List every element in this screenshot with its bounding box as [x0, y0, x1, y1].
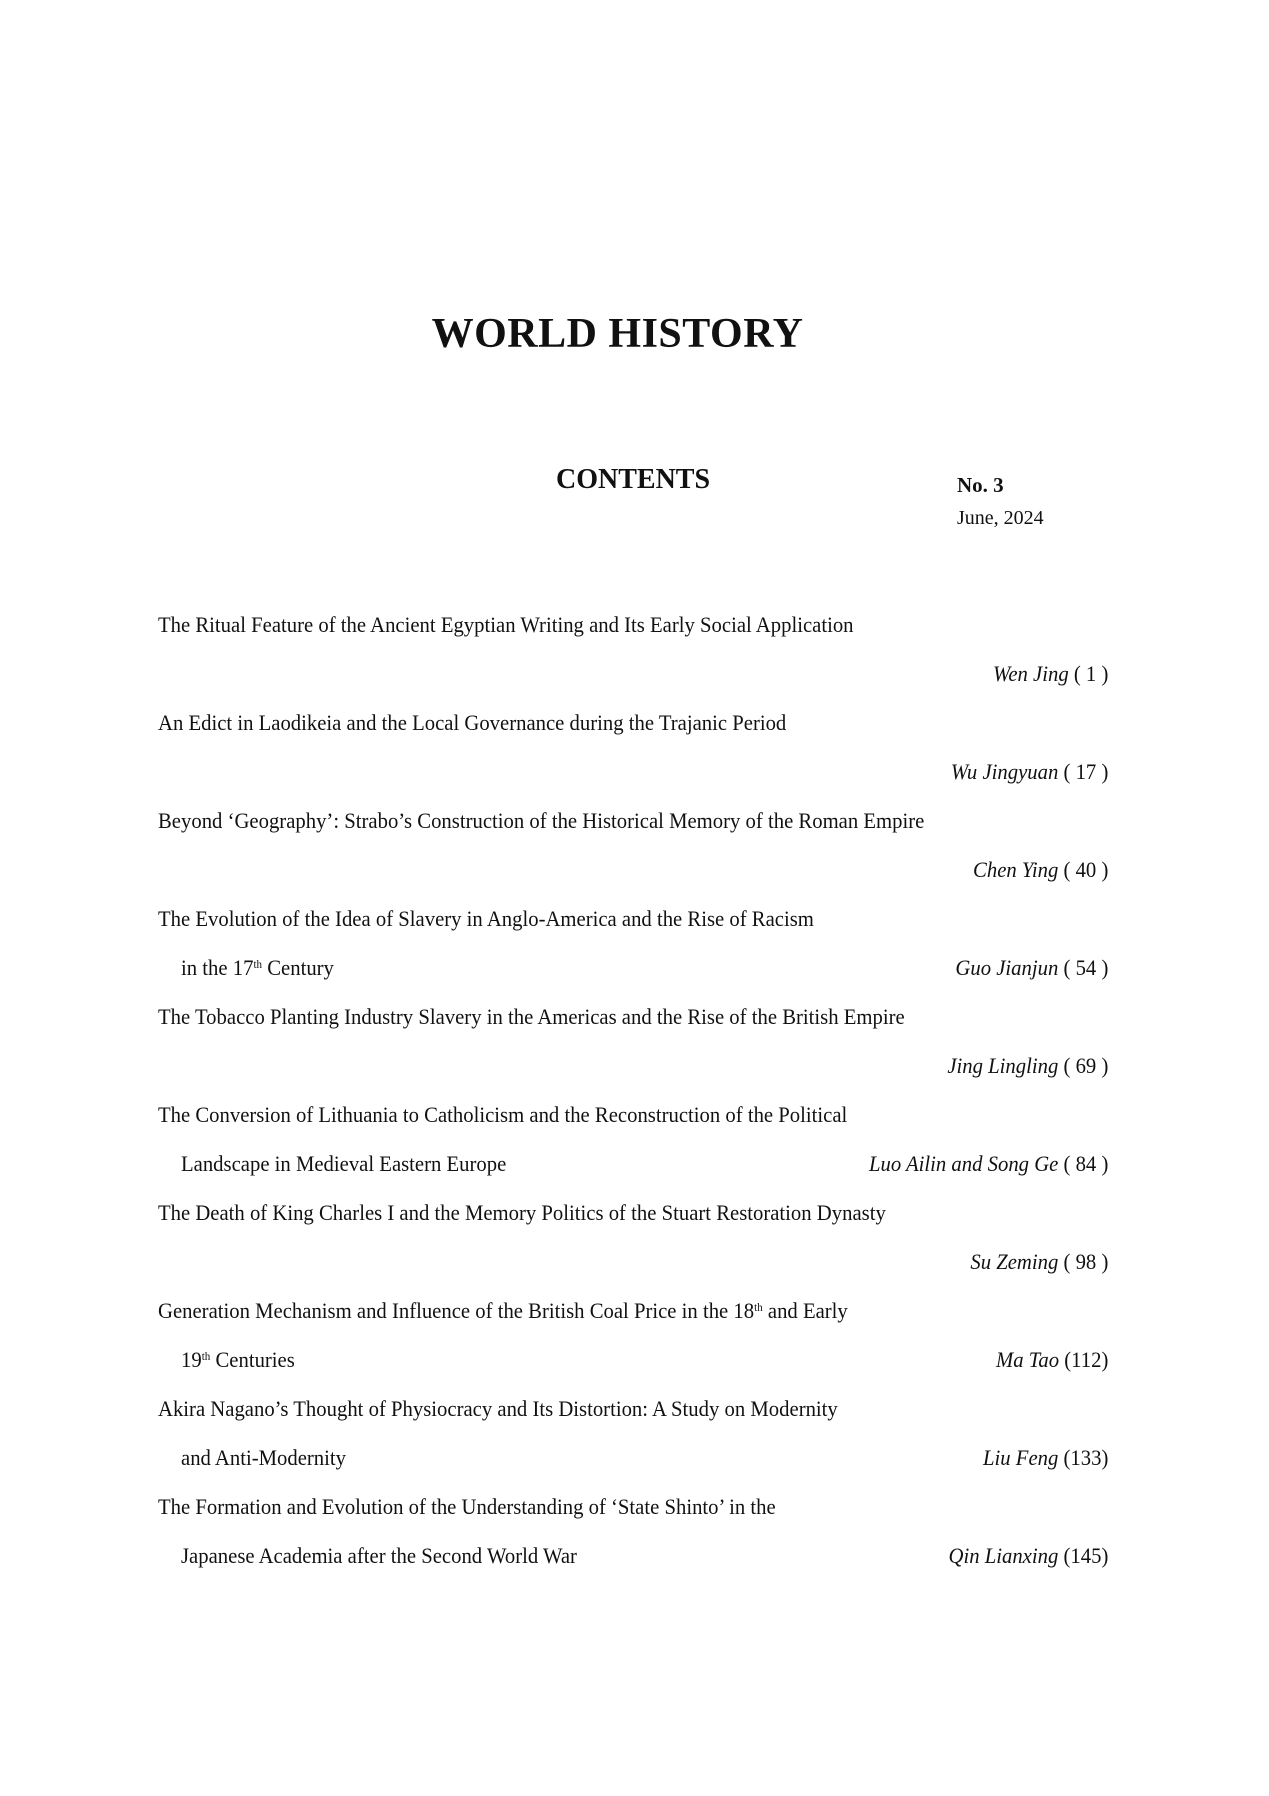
toc-entry[interactable] — [158, 1392, 1108, 1490]
entry-byline — [993, 657, 1108, 691]
entry-byline — [951, 755, 1109, 789]
entry-author: Qin Lianxing — [948, 1543, 1059, 1568]
entry-byline — [970, 1245, 1108, 1279]
toc-entry[interactable] — [158, 1098, 1108, 1196]
entry-page-number: ( 84 ) — [1058, 1151, 1109, 1176]
entry-title-continued: 19th Centuries — [181, 1347, 295, 1372]
entry-author: Liu Feng — [983, 1445, 1059, 1470]
entry-title-continued: Japanese Academia after the Second World War — [181, 1543, 577, 1568]
entry-byline — [996, 1343, 1108, 1377]
entry-author: Su Zeming — [970, 1249, 1059, 1274]
toc-entry[interactable] — [158, 1490, 1108, 1588]
entry-title: The Tobacco Planting Industry Slavery in the Americas and the Rise of the British Empire — [158, 1004, 905, 1029]
entry-title: The Ritual Feature of the Ancient Egyptian Writing and Its Early Social Application — [158, 612, 854, 637]
toc-entry[interactable] — [158, 1000, 1108, 1098]
toc-entry[interactable] — [158, 1294, 1108, 1392]
entry-title-continued: and Anti-Modernity — [181, 1445, 347, 1470]
toc-entry[interactable] — [158, 706, 1108, 804]
entry-title: The Evolution of the Idea of Slavery in Anglo-America and the Rise of Racism — [158, 906, 814, 931]
entry-page-number: ( 69 ) — [1058, 1053, 1109, 1078]
entry-author: Ma Tao — [996, 1347, 1060, 1372]
entry-byline — [869, 1147, 1108, 1181]
entry-author: Chen Ying — [973, 857, 1059, 882]
entry-title: Beyond ‘Geography’: Strabo’s Construction of the Historical Memory of the Roman Empire — [158, 808, 925, 833]
toc-entry[interactable] — [158, 804, 1108, 902]
entry-byline — [947, 1049, 1108, 1083]
entry-title: Akira Nagano’s Thought of Physiocracy and Its Distortion: A Study on Modernity — [158, 1396, 838, 1421]
entry-page-number: ( 98 ) — [1058, 1249, 1109, 1274]
entry-byline — [955, 951, 1108, 985]
journal-title: WORLD HISTORY — [431, 311, 804, 357]
toc-entry[interactable] — [158, 608, 1108, 706]
contents-heading: CONTENTS — [556, 464, 711, 495]
entry-author: Guo Jianjun — [955, 955, 1059, 980]
entry-author: Luo Ailin and Song Ge — [868, 1151, 1059, 1176]
entry-page-number: ( 40 ) — [1058, 857, 1109, 882]
entry-byline — [973, 853, 1108, 887]
entry-author: Jing Lingling — [947, 1053, 1059, 1078]
entry-page-number: (145) — [1058, 1543, 1109, 1568]
toc-entry[interactable] — [158, 1196, 1108, 1294]
entry-author: Wen Jing — [992, 661, 1069, 686]
entry-title: An Edict in Laodikeia and the Local Governance during the Trajanic Period — [158, 710, 787, 735]
entry-page-number: ( 54 ) — [1058, 955, 1109, 980]
entry-byline — [948, 1539, 1108, 1573]
issue-number: No. 3 — [957, 473, 1004, 497]
entry-title: The Conversion of Lithuania to Catholicism and the Reconstruction of the Political — [158, 1102, 848, 1127]
entry-page-number: ( 17 ) — [1058, 759, 1109, 784]
entry-page-number: (133) — [1058, 1445, 1109, 1470]
toc-entry[interactable] — [158, 902, 1108, 1000]
entry-page-number: (112) — [1059, 1347, 1109, 1372]
entry-author: Wu Jingyuan — [950, 759, 1059, 784]
issue-date: June, 2024 — [957, 507, 1044, 529]
entry-title-continued: in the 17th Century — [181, 955, 334, 980]
entry-title: The Formation and Evolution of the Understanding of ‘State Shinto’ in the — [158, 1494, 776, 1519]
entry-byline — [983, 1441, 1108, 1475]
entry-title: Generation Mechanism and Influence of the British Coal Price in the 18th and Early — [158, 1298, 848, 1323]
entry-title: The Death of King Charles I and the Memory Politics of the Stuart Restoration Dynasty — [158, 1200, 886, 1225]
entry-page-number: ( 1 ) — [1068, 661, 1109, 686]
entry-title-continued: Landscape in Medieval Eastern Europe — [181, 1151, 507, 1176]
table-of-contents — [158, 608, 1108, 1588]
